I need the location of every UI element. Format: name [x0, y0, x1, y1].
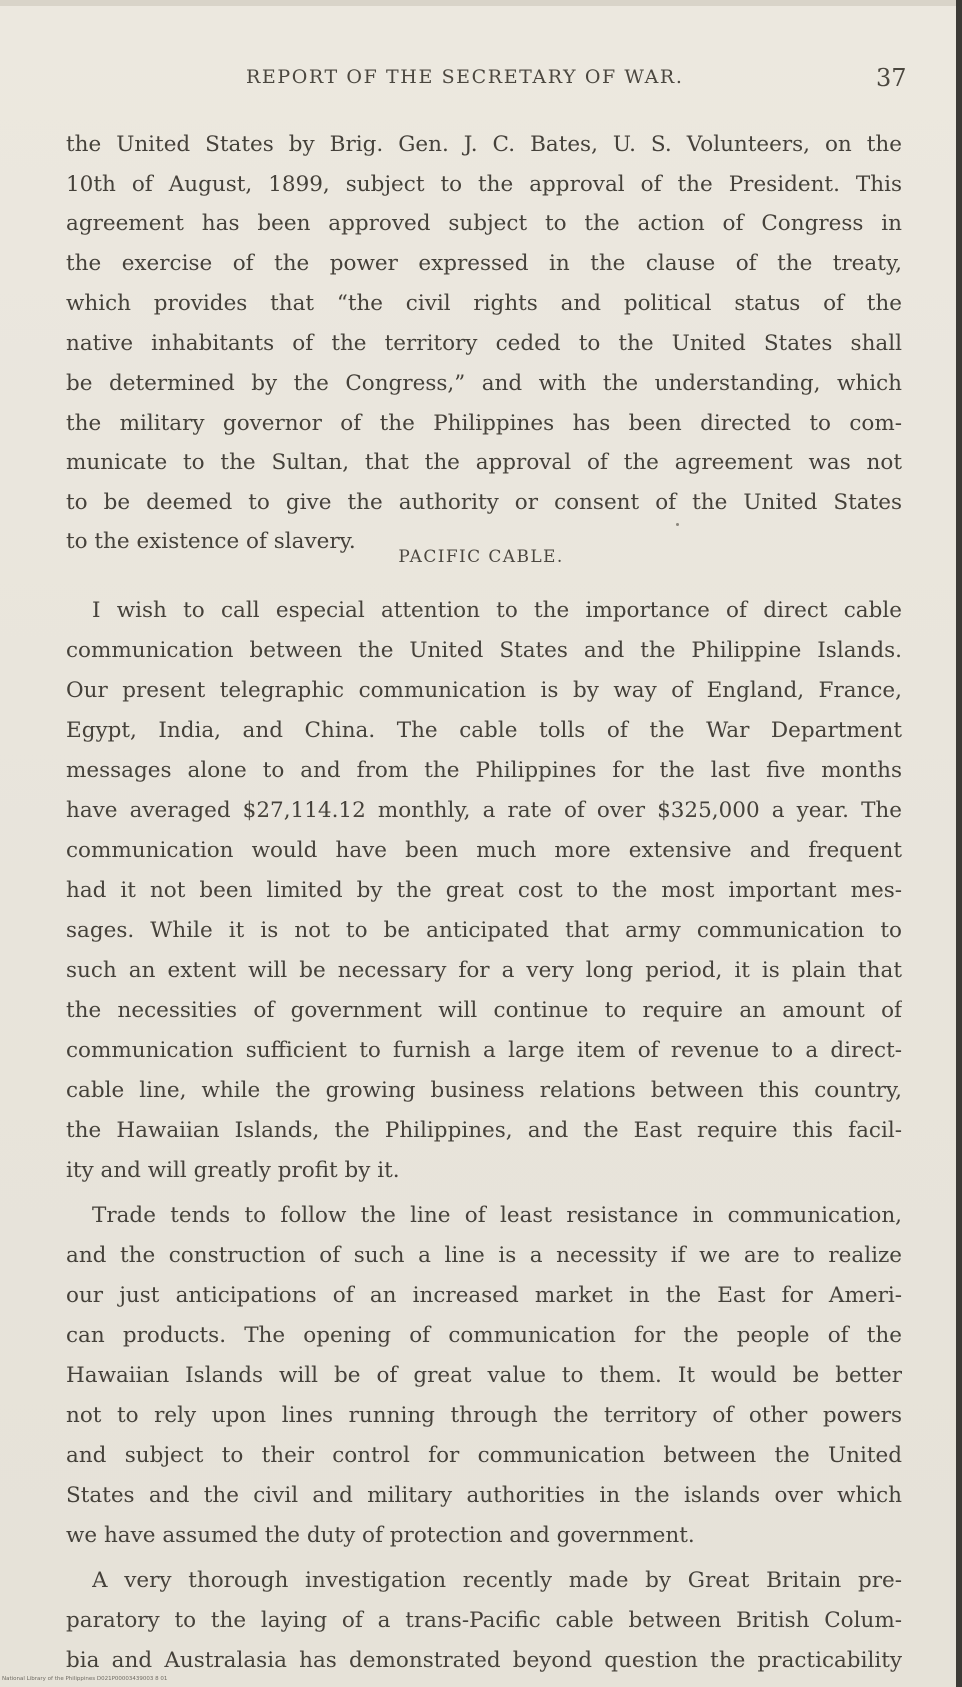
text-line: ity and will greatly profit by it.	[66, 1158, 400, 1183]
text-line: which provides that “the civil rights and political status of the	[66, 291, 902, 316]
text-line: such an extent will be necessary for a very long period, it is plain that	[66, 958, 902, 983]
text-line: the necessities of government will continue to require an amount of	[66, 998, 902, 1023]
text-line: Egypt, India, and China. The cable tolls of the War Department	[66, 718, 902, 743]
text-line: messages alone to and from the Philippines for the last five months	[66, 758, 902, 783]
text-line: agreement has been approved subject to the action of Congress in	[66, 211, 902, 236]
text-line: the military governor of the Philippines has been directed to com-	[66, 411, 902, 436]
text-line: native inhabitants of the territory ceded to the United States shall	[66, 331, 902, 356]
text-line: paratory to the laying of a trans-Pacific cable between British Colum-	[66, 1608, 902, 1633]
text-line: sages. While it is not to be anticipated that army communication to	[66, 918, 902, 943]
text-line: and the construction of such a line is a necessity if we are to realize	[66, 1243, 902, 1268]
text-line: communication would have been much more extensive and frequent	[66, 838, 902, 863]
ink-speck	[676, 523, 679, 526]
text-line: Hawaiian Islands will be of great value to them. It would be better	[66, 1363, 902, 1388]
text-line: have averaged $27,114.12 monthly, a rate of over $325,000 a year. The	[66, 798, 902, 823]
text-line: had it not been limited by the great cost to the most important mes-	[66, 878, 902, 903]
scan-credit: National Library of the Philippines D021P00003439003 8 01	[2, 1676, 168, 1682]
text-line: A very thorough investigation recently made by Great Britain pre-	[92, 1568, 902, 1593]
text-line: Trade tends to follow the line of least resistance in communication,	[92, 1203, 902, 1228]
text-line: to the existence of slavery.	[66, 529, 356, 554]
page-number: 37	[876, 64, 907, 92]
page-right-border	[956, 0, 962, 1687]
text-line: municate to the Sultan, that the approval of the agreement was not	[66, 450, 902, 475]
text-line: 10th of August, 1899, subject to the approval of the President. This	[66, 172, 902, 197]
text-line: we have assumed the duty of protection and government.	[66, 1523, 695, 1548]
text-line: not to rely upon lines running through the territory of other powers	[66, 1403, 902, 1428]
section-heading: PACIFIC CABLE.	[398, 547, 564, 567]
text-line: and subject to their control for communication between the United	[66, 1443, 902, 1468]
text-line: States and the civil and military authorities in the islands over which	[66, 1483, 902, 1508]
text-line: be determined by the Congress,” and with the understanding, which	[66, 371, 902, 396]
text-line: I wish to call especial attention to the importance of direct cable	[92, 598, 902, 623]
text-line: the exercise of the power expressed in the clause of the treaty,	[66, 251, 902, 276]
text-line: communication between the United States and the Philippine Islands.	[66, 638, 902, 663]
text-line: Our present telegraphic communication is by way of England, France,	[66, 678, 902, 703]
text-line: the Hawaiian Islands, the Philippines, and the East require this facil-	[66, 1118, 902, 1143]
text-line: the United States by Brig. Gen. J. C. Bates, U. S. Volunteers, on the	[66, 132, 902, 157]
text-line: our just anticipations of an increased market in the East for Ameri-	[66, 1283, 902, 1308]
text-line: communication sufficient to furnish a large item of revenue to a direct-	[66, 1038, 902, 1063]
page-top-border	[0, 0, 962, 6]
running-head: REPORT OF THE SECRETARY OF WAR.	[246, 66, 684, 88]
text-line: can products. The opening of communication for the people of the	[66, 1323, 902, 1348]
text-line: cable line, while the growing business relations between this country,	[66, 1078, 902, 1103]
text-line: to be deemed to give the authority or consent of the United States	[66, 490, 902, 515]
text-line: bia and Australasia has demonstrated beyond question the practicability	[66, 1648, 902, 1673]
